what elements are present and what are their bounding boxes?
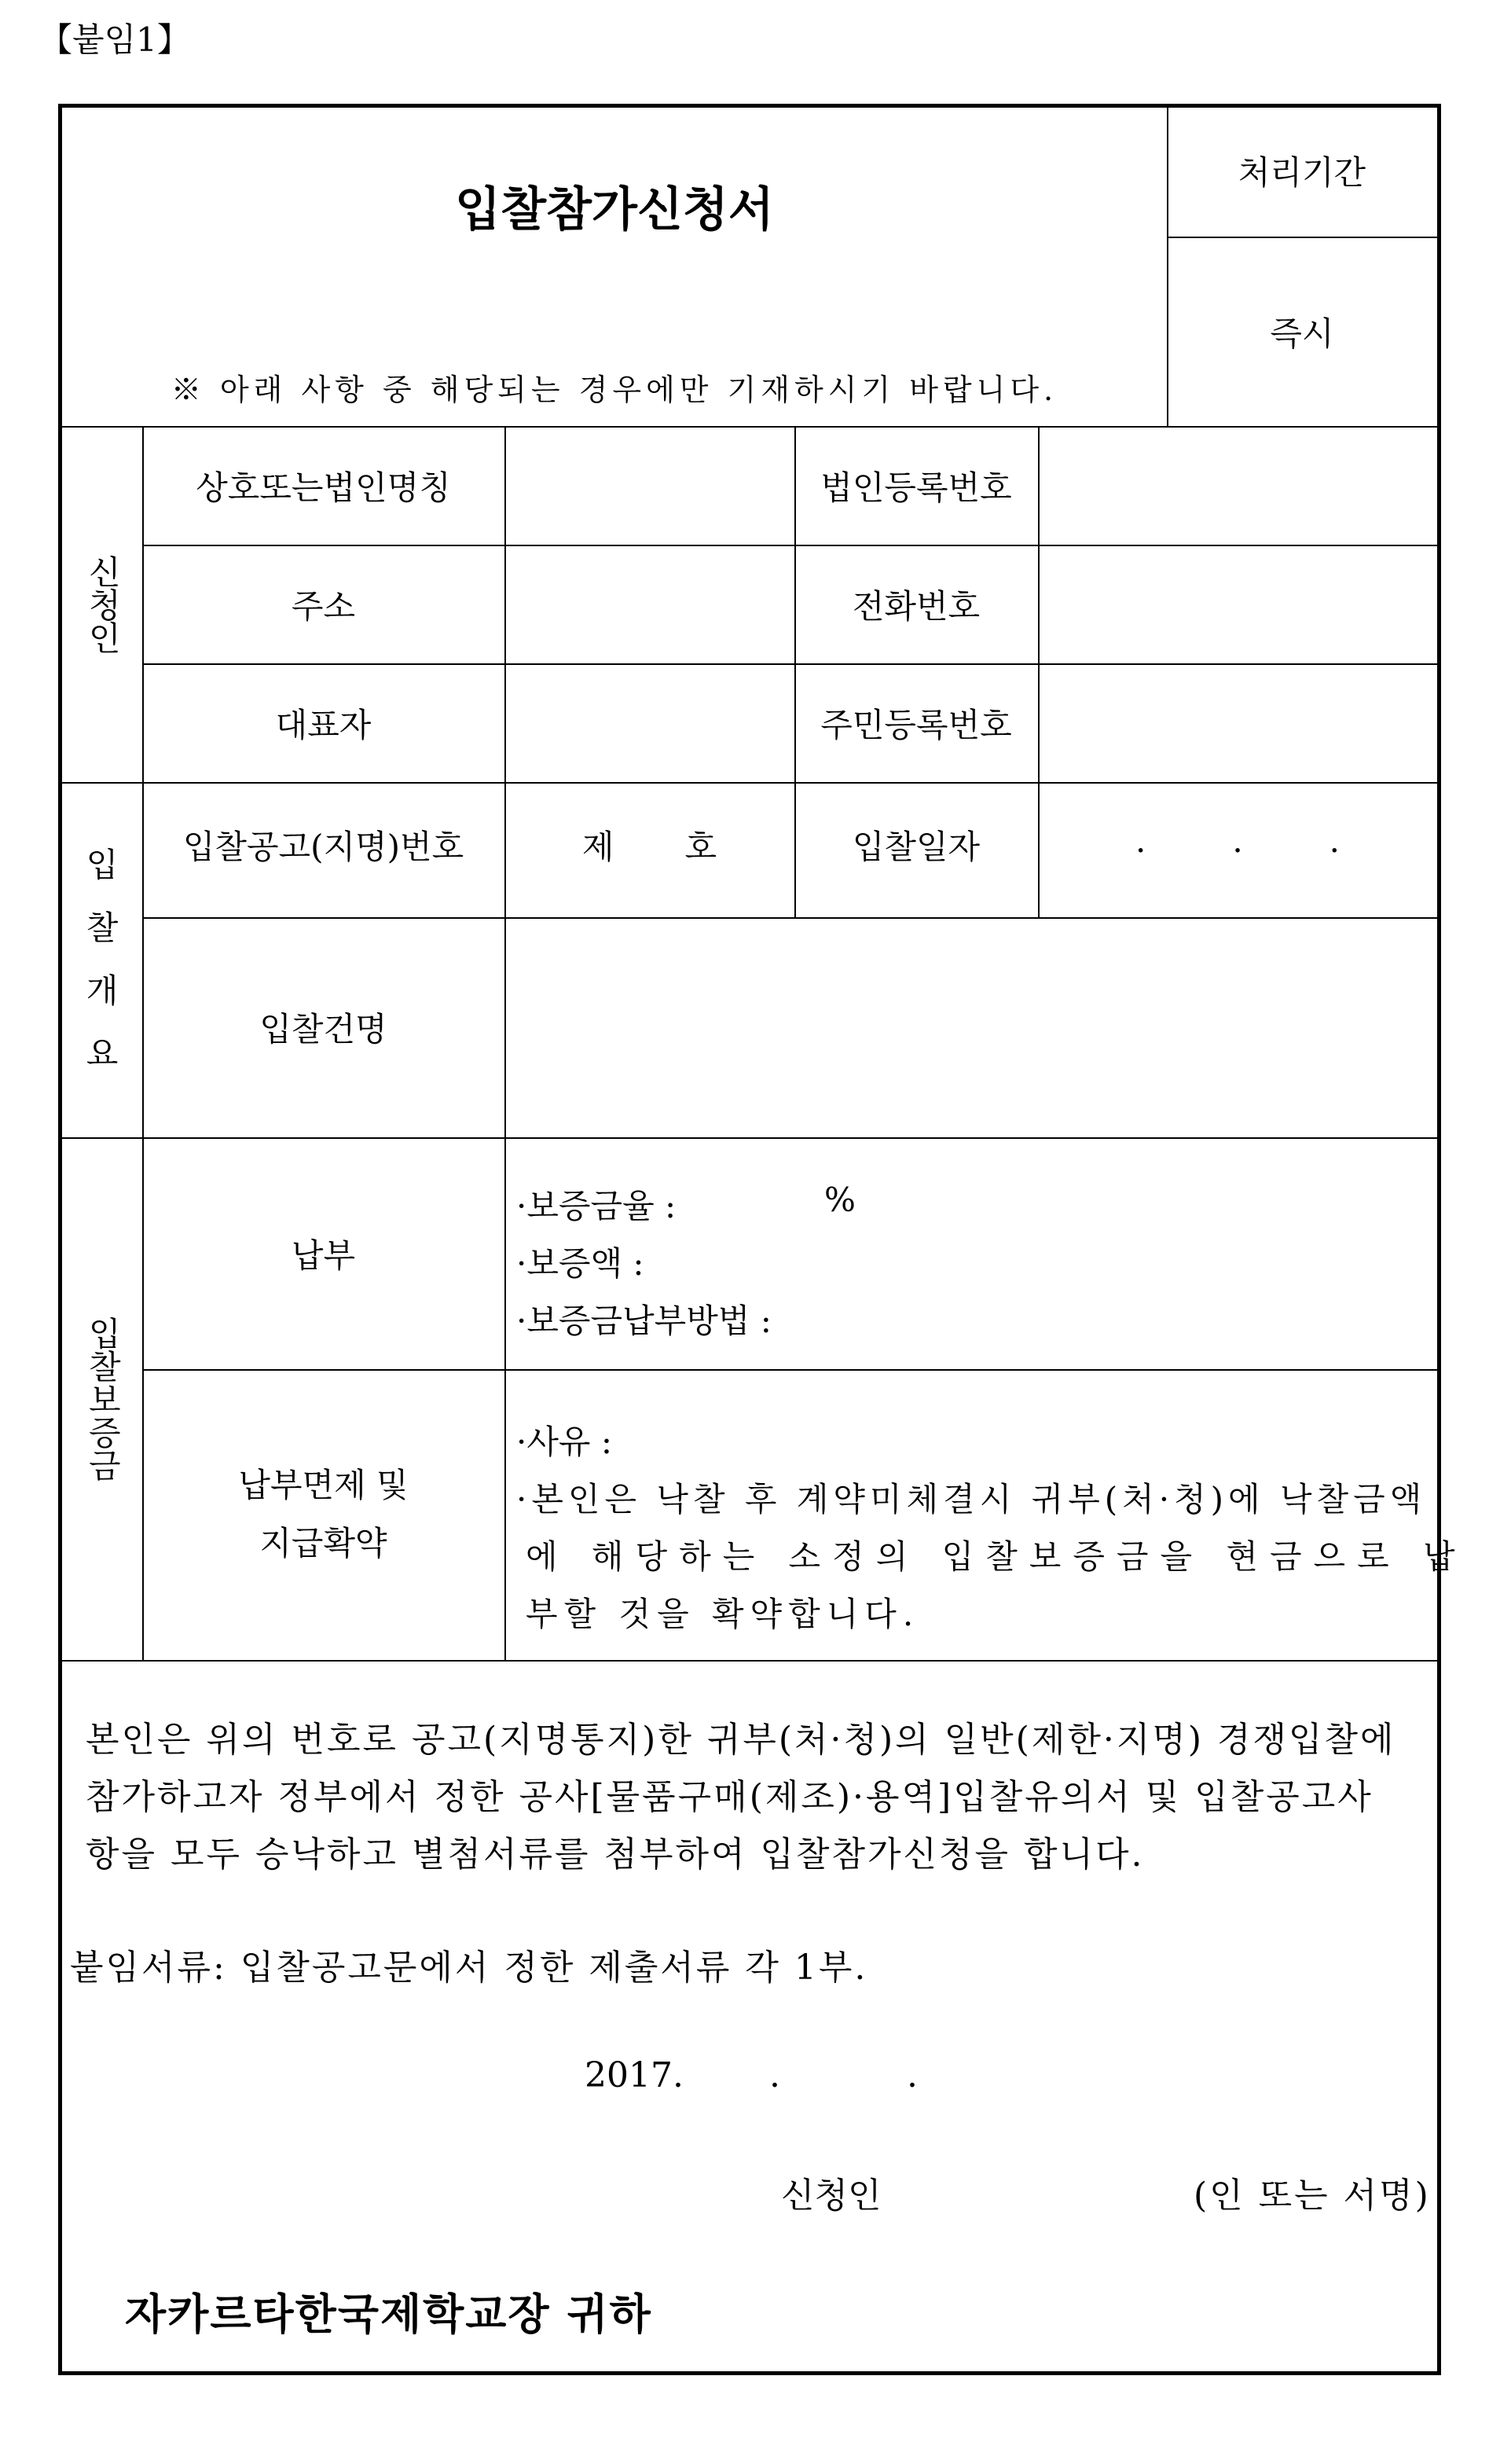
bid-overview-char: 요 bbox=[86, 1034, 119, 1073]
date-year: 2017. bbox=[585, 2055, 684, 2095]
bid-date-field[interactable] bbox=[1038, 782, 1437, 917]
date-dot: . bbox=[907, 2055, 918, 2095]
company-name-label: 상호또는법인명칭 bbox=[196, 468, 451, 507]
reason-line: ·사유 : bbox=[516, 1423, 612, 1461]
resident-reg-field[interactable] bbox=[1038, 663, 1437, 782]
pledge-line: ·본인은 낙찰 후 계약미체결시 귀부(처·청)에 낙찰금액 bbox=[516, 1480, 1427, 1518]
exemption-label-line: 지급확약 bbox=[259, 1524, 387, 1562]
pledge-line: 에 해당하는 소정의 입찰보증금을 현금으로 납 bbox=[526, 1537, 1467, 1576]
declaration-line: 본인은 위의 번호로 공고(지명통지)한 귀부(처·청)의 일반(제한·지명) 경쟁입찰에 bbox=[86, 1720, 1396, 1760]
corp-reg-field[interactable] bbox=[1038, 426, 1437, 545]
resident-reg-label: 주민등록번호 bbox=[820, 705, 1012, 744]
pledge-line: 부할 것을 확약합니다. bbox=[526, 1595, 920, 1633]
amount-line: ·보증액 : bbox=[516, 1244, 644, 1283]
address-label: 주소 bbox=[291, 586, 356, 626]
exemption-label bbox=[142, 1369, 504, 1660]
bid-application-form bbox=[58, 104, 1467, 2375]
rate-line: ·보증금율 : bbox=[516, 1187, 677, 1225]
attachment-label: 【붙임1】 bbox=[39, 20, 190, 59]
rate-unit: % bbox=[824, 1181, 856, 1219]
notice-number-label: 입찰공고(지명)번호 bbox=[182, 828, 464, 866]
attachments-line: 붙임서류: 입찰공고문에서 정한 제출서류 각 1부. bbox=[70, 1948, 868, 1988]
phone-field[interactable] bbox=[1038, 545, 1437, 663]
bid-name-field[interactable] bbox=[504, 917, 1437, 1137]
notice-number-prefix: 제 bbox=[581, 828, 614, 866]
corp-reg-label: 법인등록번호 bbox=[820, 468, 1012, 507]
processing-period-value: 즉시 bbox=[1270, 314, 1334, 353]
phone-label: 전화번호 bbox=[852, 586, 981, 626]
applicant-signature-label: 신청인 bbox=[781, 2176, 882, 2216]
section-line bbox=[62, 1660, 1437, 1662]
bid-overview-section-label bbox=[62, 782, 142, 1137]
seal-label: (인 또는 서명) bbox=[1194, 2176, 1431, 2216]
bid-name-label: 입찰건명 bbox=[259, 1010, 387, 1048]
payment-label: 납부 bbox=[291, 1236, 356, 1275]
bid-bond-section-label bbox=[62, 1137, 142, 1660]
representative-label: 대표자 bbox=[275, 705, 372, 744]
applicant-section-label bbox=[62, 426, 142, 782]
bid-overview-char: 찰 bbox=[86, 909, 119, 948]
bid-overview-char: 개 bbox=[86, 971, 119, 1010]
company-name-field[interactable] bbox=[504, 426, 794, 545]
declaration-line: 항을 모두 승낙하고 별첨서류를 첨부하여 입찰참가신청을 합니다. bbox=[86, 1834, 1145, 1875]
method-line: ·보증금납부방법 : bbox=[516, 1302, 772, 1340]
representative-field[interactable] bbox=[504, 663, 794, 782]
date-dot: . bbox=[1329, 821, 1340, 860]
date-dot: . bbox=[1135, 821, 1146, 860]
recipient: 자카르타한국제학교장 귀하 bbox=[125, 2289, 652, 2339]
exemption-label-line: 납부면제 및 bbox=[238, 1466, 409, 1504]
processing-divider bbox=[1167, 237, 1437, 238]
notice-number-field[interactable] bbox=[504, 782, 794, 917]
bid-overview-char: 입 bbox=[86, 846, 119, 885]
processing-period-label: 처리기간 bbox=[1238, 153, 1366, 192]
date-dot: . bbox=[1232, 821, 1243, 860]
date-dot: . bbox=[769, 2055, 780, 2095]
form-note: ※ 아래 사항 중 해당되는 경우에만 기재하시기 바랍니다. bbox=[171, 372, 1058, 407]
address-field[interactable] bbox=[504, 545, 794, 663]
declaration-line: 참가하고자 정부에서 정한 공사[물품구매(제조)·용역]입찰유의서 및 입찰공고사 bbox=[86, 1777, 1373, 1817]
form-title: 입찰참가신청서 bbox=[455, 182, 774, 237]
bid-bond-section-text: 입찰보증금 bbox=[83, 1316, 123, 1482]
applicant-section-text: 신청인 bbox=[83, 554, 123, 654]
notice-number-suffix: 호 bbox=[684, 828, 717, 866]
bid-date-label: 입찰일자 bbox=[852, 828, 981, 866]
